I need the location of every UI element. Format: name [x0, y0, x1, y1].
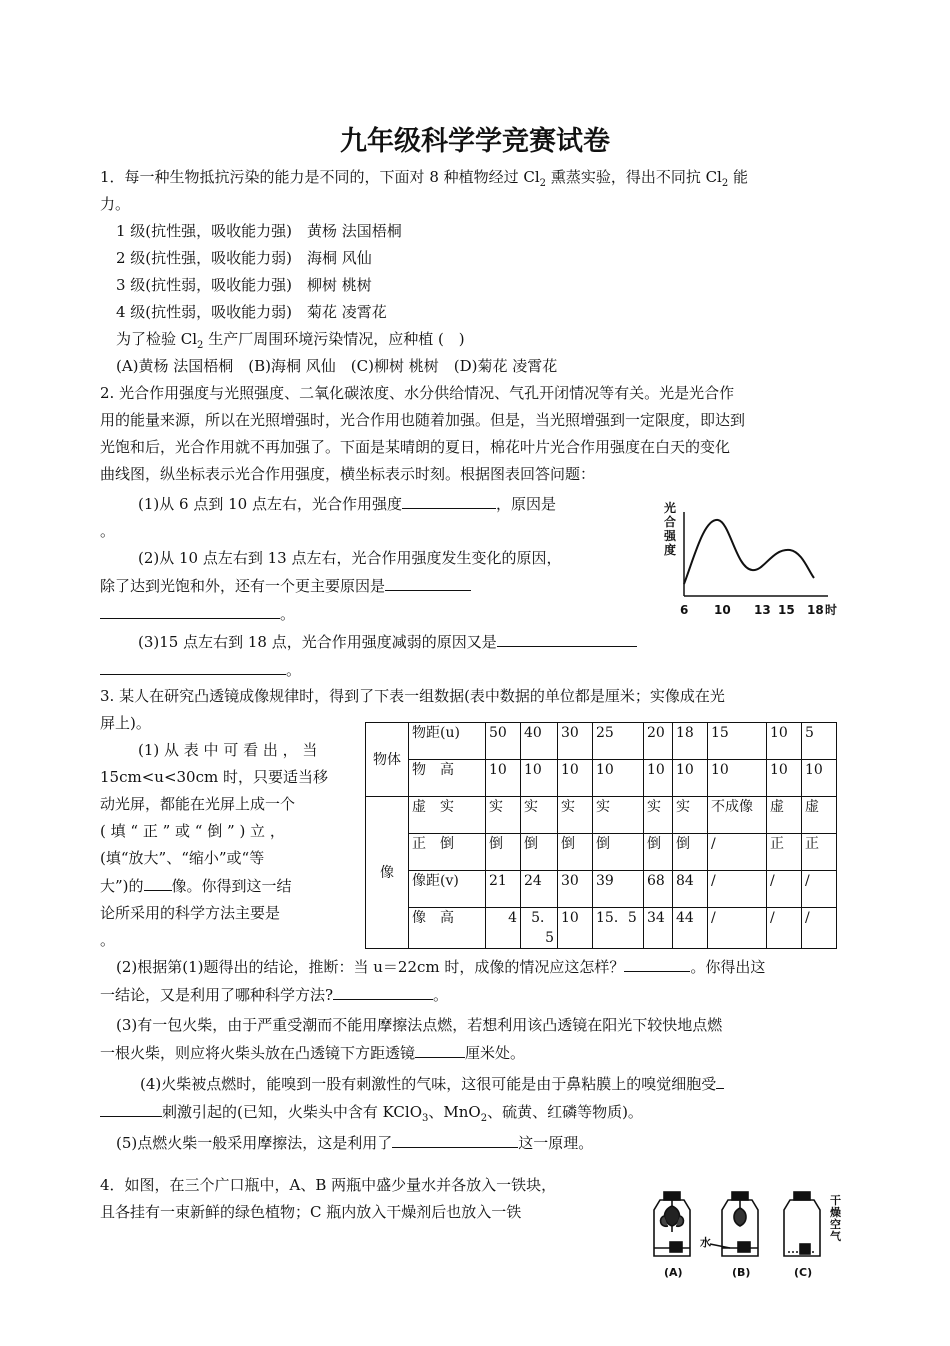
question-1 — [100, 164, 860, 380]
table-cell: 倒 — [558, 834, 593, 871]
answer-blank[interactable] — [385, 572, 471, 591]
table-cell: 15 — [708, 723, 767, 760]
table-cell: 倒 — [521, 834, 558, 871]
row-label: 正 倒 — [409, 834, 486, 871]
table-cell: 不成像 — [708, 797, 767, 834]
q1-intro: 1．每一种生物抵抗污染的能力是不同的，下面对 8 种植物经过 $Cl_2$ 熏蒸实验，得出不同抗 $Cl_2$ 能 — [100, 168, 749, 189]
answer-blank[interactable] — [333, 981, 433, 1000]
x-tick-label: 18 — [807, 603, 824, 617]
answer-blank[interactable] — [100, 656, 286, 675]
table-cell: 25 — [593, 723, 644, 760]
q1-intro-cont: 力。 — [100, 195, 131, 213]
table-row — [366, 797, 837, 834]
table-cell: 10 — [767, 760, 802, 797]
q2-sub2: (2)从 10 点左右到 13 点左右，光合作用强度发生变化的原因， — [138, 549, 562, 567]
q3-sub4: (4)火柴被点燃时，能嗅到一股有刺激性的气味，这很可能是由于鼻粘膜上的嗅觉细胞受 — [100, 1070, 860, 1098]
jars-figure — [648, 1186, 848, 1282]
table-cell: 30 — [558, 723, 593, 760]
q2-intro-line: 光饱和后，光合作用就不再加强了。下面是某晴朗的夏日，棉花叶片光合作用强度在白天的变化 — [100, 438, 731, 456]
q4-text-line: 4．如图，在三个广口瓶中，A、B 两瓶中盛少量水并各放入一铁块， — [100, 1176, 557, 1194]
table-cell: 24 — [521, 871, 558, 908]
water-label: 水 — [700, 1236, 711, 1249]
row-label: 像距(v) — [409, 871, 486, 908]
answer-blank[interactable] — [144, 872, 172, 891]
x-tick-label: 10 — [714, 603, 731, 617]
table-cell: 实 — [673, 797, 708, 834]
table-cell: / — [708, 908, 767, 949]
q2-intro-line: 2. 光合作用强度与光照强度、二氧化碳浓度、水分供给情况、气孔开闭情况等有关。光是光合作 — [100, 384, 735, 402]
q3-sub1: (1) 从 表 中 可 看 出 ， 当 15cm<u<30cm 时，只要适当移 动光屏，都能在光屏上成一个 ( 填 “ 正 ” 或 “ 倒 ” ) 立 ， (填“放大”、“缩小”或“等 大”)的 像。你得到这一结 论所采用的科学方法主要是 。 — [100, 741, 328, 949]
row-label: 虚 实 — [409, 797, 486, 834]
q3-sub2-cont: 一结论，又是利用了哪种科学方法? 。 — [100, 981, 860, 1009]
table-row — [366, 871, 837, 908]
x-tick-label: 6 — [680, 603, 689, 617]
q2-sub2-end: 。 — [100, 600, 640, 628]
table-cell: 10 — [558, 908, 593, 949]
answer-blank[interactable] — [392, 1129, 518, 1148]
q2-sub3-end: 。 — [100, 656, 640, 684]
jar-b — [722, 1192, 758, 1256]
table-cell: 10 — [644, 760, 673, 797]
q3-sub4-cont: 刺激引起的(已知，火柴头中含有 KClO$_3$、MnO$_2$、硫黄、红磷等物质)。 — [100, 1098, 860, 1126]
q1-level: 4 级(抗性弱，吸收能力弱) 菊花 凌霄花 — [116, 303, 387, 321]
answer-blank[interactable] — [497, 628, 637, 647]
photosynthesis-chart — [660, 498, 850, 624]
q2-sub3: (3)15 点左右到 18 点，光合作用强度减弱的原因又是 — [100, 628, 838, 656]
answer-blank[interactable] — [100, 600, 280, 619]
q1-level: 2 级(抗性强，吸收能力弱) 海桐 风仙 — [116, 249, 372, 267]
table-cell: 10 — [708, 760, 767, 797]
row-label: 物 高 — [409, 760, 486, 797]
y-label-char: 合 — [664, 515, 677, 529]
jar-c — [784, 1192, 820, 1256]
q3-sub3-cont: 一根火柴，则应将火柴头放在凸透镜下方距透镜 厘米处。 — [100, 1039, 860, 1067]
q3-sub5: (5)点燃火柴一般采用摩擦法，这是利用了 这一原理。 — [100, 1129, 860, 1157]
table-cell: / — [708, 834, 767, 871]
water-pointer — [710, 1244, 730, 1248]
table-cell: 68 — [644, 871, 673, 908]
table-cell: 18 — [673, 723, 708, 760]
table-cell: 倒 — [593, 834, 644, 871]
answer-blank[interactable] — [716, 1070, 724, 1089]
table-cell: 10 — [767, 723, 802, 760]
q2-intro-line: 曲线图，纵坐标表示光合作用强度，横坐标表示时刻。根据图表回答问题： — [100, 465, 596, 483]
x-tick-label: 13 — [754, 603, 771, 617]
table-row — [366, 760, 837, 797]
question-2: 2. 光合作用强度与光照强度、二氧化碳浓度、水分供给情况、气孔开闭情况等有关。光是光合作 用的能量来源，所以在光照增强时，光合作用也随着加强。但是，当光照增强到一定限度，即达到 光饱和后，光合作用就不再加强了。下面是某晴朗的夏日，棉花叶片光合作用强度在白天的变化 曲线图，纵坐标表示光合作用强度，横坐标表示时刻。根据图表回答问题： (1)从 6 点到 10 点左右，光合作用强度 ，原因是 。 (2)从 10 点左右到 13 点左右，光合作用强度发生变化的原因， 除了达到光饱和外，还有一个更主要原因是 。 (3)15 点左右到 18 点，光合作用强度减弱的原因又是 。 — [100, 380, 860, 684]
table-cell: 正 — [802, 834, 837, 871]
answer-blank[interactable] — [624, 953, 690, 972]
table-cell: 34 — [644, 908, 673, 949]
lens-data-table — [365, 722, 837, 949]
y-label-char: 度 — [664, 543, 677, 557]
answer-blank[interactable] — [415, 1039, 465, 1058]
table-cell: 倒 — [644, 834, 673, 871]
jar-label: (B) — [732, 1266, 751, 1279]
group-label: 像 — [366, 797, 409, 949]
table-cell: / — [802, 908, 837, 949]
table-cell: 10 — [521, 760, 558, 797]
table-cell: 84 — [673, 871, 708, 908]
q2-sub1: (1)从 6 点到 10 点左右，光合作用强度 ，原因是 — [100, 490, 640, 518]
table-cell: 实 — [486, 797, 521, 834]
q3-sub3: (3)有一包火柴，由于严重受潮而不能用摩擦法点燃，若想利用该凸透镜在阳光下较快地点燃 — [116, 1016, 723, 1034]
table-row — [366, 908, 837, 949]
group-label: 物体 — [366, 723, 409, 797]
table-cell: 虚 — [802, 797, 837, 834]
jar-a — [654, 1192, 690, 1256]
q3-intro-cont: 屏上)。 — [100, 714, 151, 732]
table-cell: 44 — [673, 908, 708, 949]
table-cell: 10 — [486, 760, 521, 797]
row-label: 像 高 — [409, 908, 486, 949]
question-3-cont — [100, 953, 860, 1157]
table-cell: 虚 — [767, 797, 802, 834]
table-cell: / — [708, 871, 767, 908]
jar-label: (A) — [664, 1266, 683, 1279]
row-label: 物距(u) — [409, 723, 486, 760]
q1-ask: 为了检验 $Cl_2$ 生产厂周围环境污染情况，应种植 ( ) — [116, 330, 465, 351]
document-title: 九年级科学学竞赛试卷 — [340, 126, 610, 157]
table-cell: 5．5 — [521, 908, 558, 949]
x-unit-label: 时 — [825, 603, 838, 617]
q4-text-line: 且各挂有一束新鲜的绿色植物；C 瓶内放入干燥剂后也放入一铁 — [100, 1203, 522, 1221]
table-cell: / — [802, 871, 837, 908]
table-row — [366, 723, 837, 760]
table-cell: / — [767, 908, 802, 949]
answer-blank[interactable] — [402, 490, 496, 509]
q1-level: 1 级(抗性强，吸收能力强) 黄杨 法国梧桐 — [116, 222, 402, 240]
q1-options: (A)黄杨 法国梧桐 (B)海桐 风仙 (C)柳树 桃树 (D)菊花 凌霄花 — [116, 357, 558, 375]
q3-intro: 3. 某人在研究凸透镜成像规律时，得到了下表一组数据(表中数据的单位都是厘米；实像成在光 — [100, 687, 725, 705]
table-cell: 4 — [486, 908, 521, 949]
table-cell: 15．5 — [593, 908, 644, 949]
y-label-char: 强 — [664, 529, 677, 543]
table-cell: 倒 — [673, 834, 708, 871]
table-cell: 50 — [486, 723, 521, 760]
q2-intro-line: 用的能量来源，所以在光照增强时，光合作用也随着加强。但是，当光照增强到一定限度，即达到 — [100, 411, 746, 429]
table-cell: 实 — [558, 797, 593, 834]
q1-level: 3 级(抗性弱，吸收能力强) 柳树 桃树 — [116, 276, 372, 294]
table-cell: 21 — [486, 871, 521, 908]
y-label-char: 光 — [664, 501, 677, 515]
table-cell: 20 — [644, 723, 673, 760]
q3-sub2: (2)根据第(1)题得出的结论，推断：当 u＝22cm 时，成像的情况应这怎样？ 。你得出这 — [100, 953, 860, 981]
table-cell: 40 — [521, 723, 558, 760]
table-cell: 10 — [802, 760, 837, 797]
table-cell: 10 — [673, 760, 708, 797]
table-cell: 10 — [593, 760, 644, 797]
dry-air-char: 干 — [830, 1194, 841, 1207]
answer-blank[interactable] — [100, 1098, 162, 1117]
table-cell: 39 — [593, 871, 644, 908]
table-cell: 实 — [593, 797, 644, 834]
table-row — [366, 834, 837, 871]
dry-air-char: 气 — [830, 1230, 841, 1243]
table-cell: 5 — [802, 723, 837, 760]
table-cell: 正 — [767, 834, 802, 871]
table-cell: 实 — [644, 797, 673, 834]
table-cell: / — [767, 871, 802, 908]
table-cell: 倒 — [486, 834, 521, 871]
q2-sub2-cont: 除了达到光饱和外，还有一个更主要原因是 — [100, 572, 640, 600]
table-cell: 30 — [558, 871, 593, 908]
question-4 — [100, 1172, 640, 1226]
table-cell: 实 — [521, 797, 558, 834]
dry-air-char: 空 — [830, 1218, 841, 1231]
jar-label: (C) — [794, 1266, 813, 1279]
dry-air-char: 燥 — [830, 1206, 841, 1219]
table-cell: 10 — [558, 760, 593, 797]
curve-line — [684, 520, 814, 584]
x-tick-label: 15 — [778, 603, 795, 617]
